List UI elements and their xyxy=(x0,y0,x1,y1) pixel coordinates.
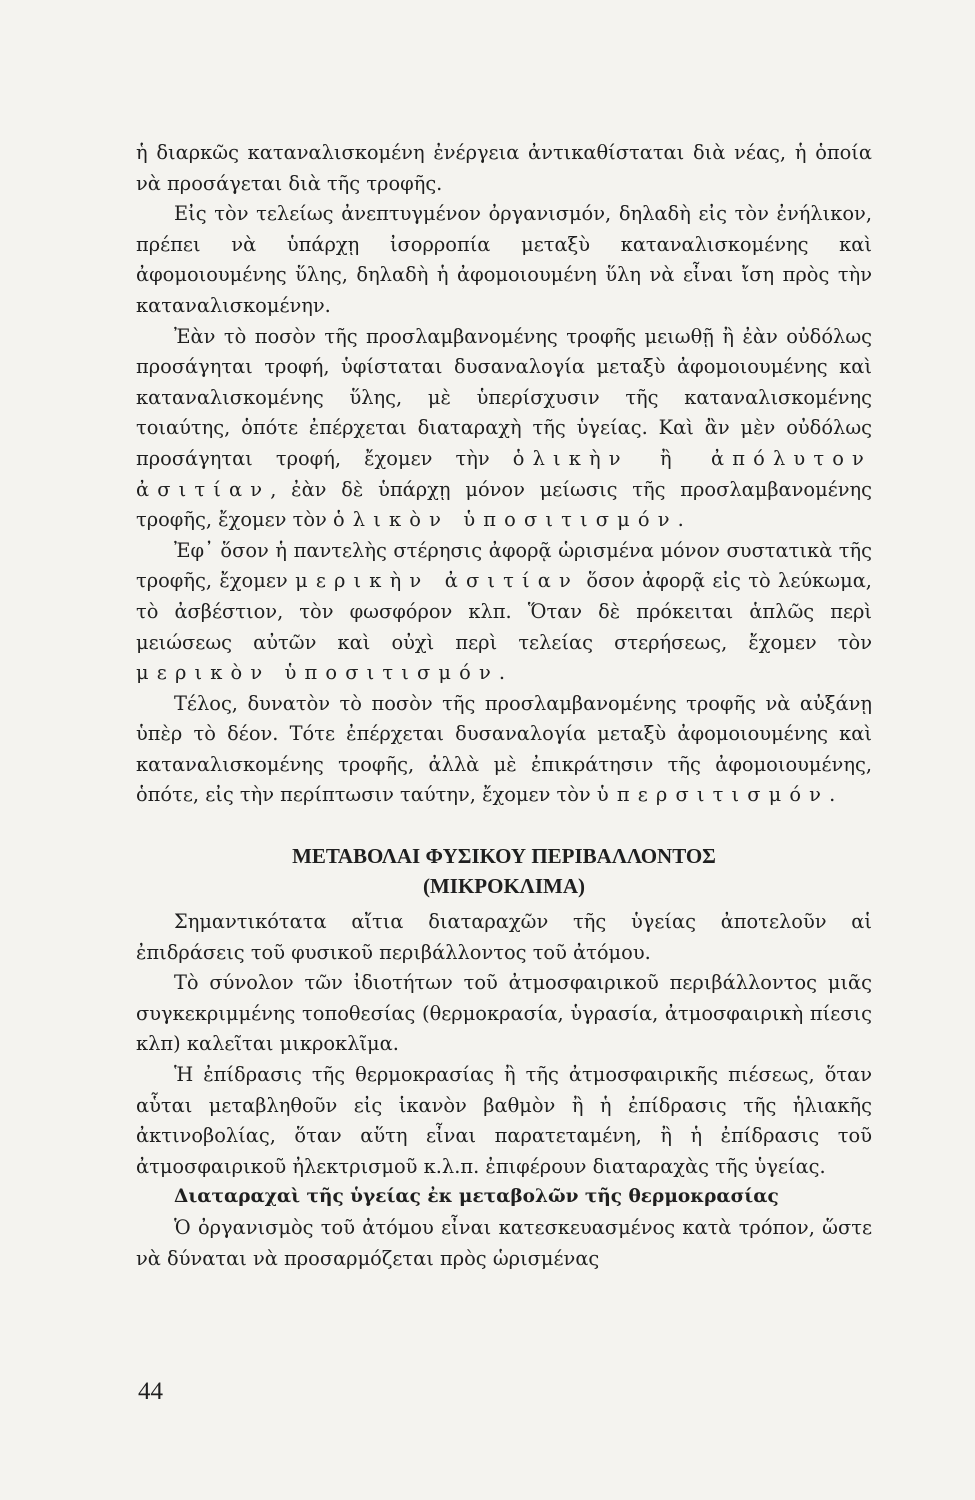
paragraph: Εἰς τὸν τελείως ἀνεπτυγμένον ὀργανισμόν, δηλαδὴ εἰς τὸν ἐνήλικον, πρέπει νὰ ὑπάρχῃ ἰσορροπία μεταξὺ καταναλισκομένης καὶ ἀφομοιουμένης ὕλης, δηλαδὴ ἡ ἀφομοιουμένη ὕλη νὰ εἶναι ἴση πρὸς τὴν καταναλισκομένην. xyxy=(136,202,872,317)
text-run: . xyxy=(829,783,836,807)
subsection-heading: Διαταραχαὶ τῆς ὑγείας ἐκ μεταβολῶν τῆς θερμοκρασίας xyxy=(174,1186,779,1208)
text-run: ὅσον ἀφορᾷ εἰς τὸ λεύκωμα, τὸ ἀσβέστιον, τὸν φωσφόρον κλπ. Ὅταν δὲ πρόκειται ἁπλῶς περὶ μειώσεως αὐτῶν καὶ οὐχὶ περὶ τελείας στερήσεως, ἔχομεν τὸν xyxy=(136,569,872,654)
section-heading-line: (ΜΙΚΡΟΚΛΙΜΑ) xyxy=(422,874,586,899)
paragraph: Ἡ ἐπίδρασις τῆς θερμοκρασίας ἢ τῆς ἀτμοσφαιρικῆς πιέσεως, ὅταν αὗται μεταβληθοῦν εἰς ἱκανὸν βαθμὸν ἢ ἡ ἐπίδρασις τῆς ἡλιακῆς ἀκτινοβολίας, ὅταν αὕτη εἶναι παρατεταμένη, ἢ ἡ ἐπίδρασις τοῦ ἀτμοσφαιρικοῦ ἠλεκτρισμοῦ κ.λ.π. ἐπιφέρουν διαταραχὰς τῆς ὑγείας. xyxy=(136,1063,872,1178)
spaced-term: ὁλικὸν ὑποσιτισμόν xyxy=(332,508,678,532)
spaced-term: ὑπερσιτισμόν xyxy=(596,783,830,807)
paragraph: Σημαντικότατα αἴτια διαταραχῶν τῆς ὑγείας ἀποτελοῦν αἱ ἐπιδράσεις τοῦ φυσικοῦ περιβάλλοντος τοῦ ἀτόμου. xyxy=(136,910,872,964)
paragraph xyxy=(136,689,872,811)
text-run: , ἐὰν δὲ ὑπάρχῃ μόνον μείωσις τῆς προσλαμβανομένης τροφῆς, ἔχομεν τὸν xyxy=(136,477,872,532)
spaced-term: μερικὸν ὑποσιτισμόν xyxy=(136,661,499,685)
spaced-term: ὁλικὴν ἢ ἀπόλυτον ἀσιτίαν xyxy=(136,446,872,501)
page-number: 44 xyxy=(138,1378,163,1405)
paragraph: ἡ διαρκῶς καταναλισκομένη ἐνέργεια ἀντικαθίσταται διὰ νέας, ἡ ὁποία νὰ προσάγεται διὰ τῆς τροφῆς. xyxy=(136,141,872,195)
paragraph xyxy=(136,536,872,689)
paragraph xyxy=(136,322,872,536)
body-text xyxy=(136,138,872,1274)
section-heading xyxy=(136,841,872,901)
text-run: . xyxy=(677,508,684,532)
text-run: Ἐὰν τὸ ποσὸν τῆς προσλαμβανομένης τροφῆς μειωθῇ ἢ ἐὰν οὐδόλως προσάγηται τροφή, ὑφίσταται δυσαναλογία μεταξὺ ἀφομοιουμένης καὶ καταναλισκομένης ὕλης, μὲ ὑπερίσχυσιν τῆς καταναλισκομένης τοιαύτης, ὁπότε ἐπέρχεται διαταραχὴ τῆς ὑγείας. Καὶ ἂν μὲν οὐδόλως προσάγηται τροφή, ἔχομεν τὴν xyxy=(136,324,872,470)
section-heading-line: ΜΕΤΑΒΟΛΑΙ ΦΥΣΙΚΟΥ ΠΕΡΙΒΑΛΛΟΝΤΟΣ xyxy=(292,844,716,869)
text-run: . xyxy=(498,661,506,685)
paragraph: Ὁ ὀργανισμὸς τοῦ ἀτόμου εἶναι κατεσκευασμένος κατὰ τρόπον, ὥστε νὰ δύναται νὰ προσαρμόζεται πρὸς ὡρισμένας xyxy=(136,1216,872,1270)
text-run: Ἐφ᾽ ὅσον ἡ παντελὴς στέρησις ἀφορᾷ ὡρισμένα μόνον συστατικὰ τῆς τροφῆς, ἔχομεν xyxy=(136,538,872,593)
text-run: Τέλος, δυνατὸν τὸ ποσὸν τῆς προσλαμβανομένης τροφῆς νὰ αὐξάνῃ ὑπὲρ τὸ δέον. Τότε ἐπέρχεται δυσαναλογία μεταξὺ ἀφομοιουμένης καὶ καταναλισκομένης τροφῆς, ἀλλὰ μὲ ἐπικράτησιν τῆς ἀφομοιουμένης, ὁπότε, εἰς τὴν περίπτωσιν ταύτην, ἔχομεν τὸν xyxy=(136,691,872,807)
spaced-term: μερικὴν ἀσιτίαν xyxy=(295,569,579,593)
paragraph: Τὸ σύνολον τῶν ἰδιοτήτων τοῦ ἀτμοσφαιρικοῦ περιβάλλοντος μιᾶς συγκεκριμμένης τοποθεσίας (θερμοκρασία, ὑγρασία, ἀτμοσφαιρικὴ πίεσις κλπ) καλεῖται μικροκλῖμα. xyxy=(136,971,872,1056)
